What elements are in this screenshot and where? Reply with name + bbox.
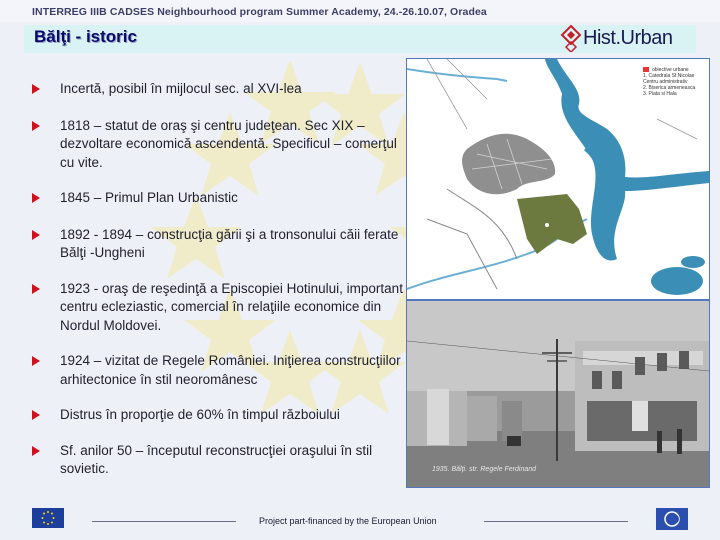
bullet-marker-icon (32, 446, 40, 456)
bullet-marker-icon (32, 121, 40, 131)
bullet-text: 1923 - oraş de reşedinţă a Episcopiei Hotinului, important centru ecleziastic, comercial în relaţiile economice din Nordul Moldovei. (60, 280, 403, 333)
map-legend (643, 67, 707, 123)
council-of-europe-icon (656, 508, 688, 530)
bullet-item (32, 117, 404, 173)
program-header-text: INTERREG IIIB CADSES Neighbourhood program Summer Academy, 24.-26.10.07, Oradea (32, 6, 487, 18)
historical-city-map (406, 58, 710, 300)
bullet-item (32, 189, 404, 208)
bullet-marker-icon (32, 356, 40, 366)
bullet-item (32, 280, 404, 336)
hist-urban-logo-text: Hist.Urban (583, 27, 673, 49)
bullet-item (32, 226, 404, 263)
bullet-text: 1818 – statut de oraş şi centru judeţean. Sec XIX – dezvoltare economică ascendentă. Specificul – comerţul cu vite. (60, 117, 397, 170)
map-legend-item: 1. Catedrala Sf.Nicolae (643, 73, 695, 79)
map-legend-item: Centru administrativ (643, 79, 688, 85)
bullet-text: Sf. anilor 50 – începutul reconstrucţiei oraşului în stil sovietic. (60, 442, 373, 476)
footer-divider-right (484, 521, 628, 522)
bullet-text: Distrus în proporţie de 60% în timpul războiului (60, 407, 340, 422)
slide-title: Bălţi - istoric (34, 27, 137, 46)
footer-divider-left (92, 521, 236, 522)
footer-funding-text: Project part-financed by the European Union (259, 516, 437, 526)
bullet-item (32, 80, 404, 99)
bullet-marker-icon (32, 193, 40, 203)
map-legend-item: 2. Biserica armeneasca (643, 85, 696, 91)
map-legend-item: 3. Piata si Hala (643, 91, 677, 97)
bullet-item (32, 406, 404, 425)
bullet-text: 1924 – vizitat de Regele României. Iniţierea construcţiilor arhitectonice în stil neoromânesc (60, 353, 401, 387)
map-legend-title: obiective urbane (643, 67, 707, 73)
bullet-text: Incertă, posibil în mijlocul sec. al XVI-lea (60, 81, 302, 96)
bullet-marker-icon (32, 284, 40, 294)
photo-caption: 1935. Bălţi. str. Regele Ferdinand (432, 466, 537, 473)
bullet-item (32, 352, 404, 389)
eu-flag-icon (32, 508, 64, 528)
bullet-marker-icon (32, 230, 40, 240)
bullet-text: 1892 - 1894 – construcţia gării şi a tronsonului căii ferate Bălţi -Ungheni (60, 226, 399, 260)
bullet-item (32, 442, 404, 479)
bullet-list (32, 80, 404, 479)
historical-street-photo (406, 300, 710, 488)
bullet-text: 1845 – Primul Plan Urbanistic (60, 190, 238, 205)
bullet-marker-icon (32, 410, 40, 420)
street-photo-illustration (407, 301, 709, 487)
legend-swatch-icon (643, 67, 649, 72)
bullet-marker-icon (32, 84, 40, 94)
